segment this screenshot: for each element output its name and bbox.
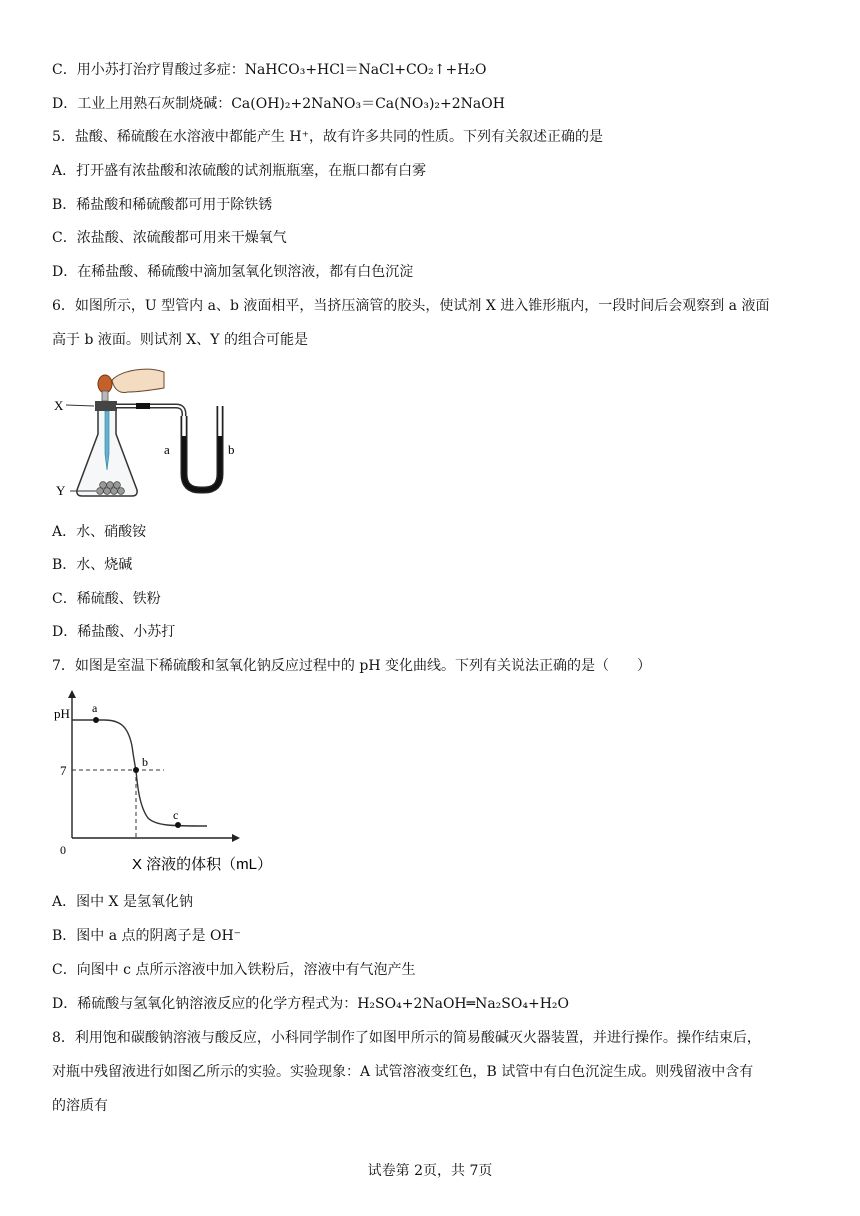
q7-stem: 7．如图是室温下稀硫酸和氢氧化钠反应过程中的 pH 变化曲线。下列有关说法正确的是（ ）: [52, 658, 651, 674]
q5-option-d: D．在稀盐酸、稀硫酸中滴加氢氧化钡溶液，都有白色沉淀: [52, 264, 414, 280]
tick-7: 7: [60, 763, 67, 778]
label-a: a: [92, 701, 98, 715]
q5-option-c: C．浓盐酸、浓硫酸都可用来干燥氧气: [52, 230, 287, 246]
q7-option-a: A．图中 X 是氢氧化钠: [52, 894, 193, 910]
q7-option-b: B．图中 a 点的阴离子是 OH⁻: [52, 928, 242, 944]
y-axis-label: pH: [54, 706, 70, 721]
point-b: [133, 767, 139, 773]
q5-option-b: B．稀盐酸和稀硫酸都可用于除铁锈: [52, 197, 273, 213]
label-c: c: [173, 808, 179, 822]
q6-apparatus-figure: [52, 362, 252, 510]
u-tube: [184, 406, 220, 490]
label-x: X: [54, 398, 64, 413]
q7-option-c: C．向图中 c 点所示溶液中加入铁粉后，溶液中有气泡产生: [52, 962, 416, 978]
q6-stem-line1: 6．如图所示，U 型管内 a、b 液面相平，当挤压滴管的胶头，使试剂 X 进入锥形瓶内，一段时间后会观察到 a 液面: [52, 298, 770, 314]
point-a: [93, 717, 99, 723]
dropper-bulb: [98, 375, 112, 393]
q4-option-c: C．用小苏打治疗胃酸过多症：NaHCO₃+HCl＝NaCl+CO₂↑+H₂O: [52, 62, 487, 78]
stopper: [95, 401, 117, 411]
page-footer: 试卷第 2页，共 7页: [367, 1163, 493, 1179]
q8-stem-line2: 对瓶中残留液进行如图乙所示的实验。实验现象：A 试管溶液变红色，B 试管中有白色沉淀生成。则残留液中含有: [52, 1064, 754, 1080]
point-c: [175, 822, 181, 828]
hand-icon: [112, 369, 164, 392]
q8-stem-line1: 8．利用饱和碳酸钠溶液与酸反应，小科同学制作了如图甲所示的简易酸碱灭火器装置，并进行操作。操作结束后，: [52, 1030, 761, 1046]
q8-stem-line3: 的溶质有: [52, 1098, 108, 1114]
label-a: a: [164, 442, 170, 457]
label-b: b: [228, 442, 235, 457]
q5-option-a: A．打开盛有浓盐酸和浓硫酸的试剂瓶瓶塞，在瓶口都有白雾: [52, 163, 427, 179]
q6-stem-line2: 高于 b 液面。则试剂 X、Y 的组合可能是: [52, 332, 308, 348]
q6-option-c: C．稀硫酸、铁粉: [52, 591, 161, 607]
q6-option-b: B．水、烧碱: [52, 557, 133, 573]
q7-ph-curve-figure: [52, 686, 302, 876]
label-b: b: [142, 755, 148, 769]
q4-option-d: D．工业上用熟石灰制烧碱：Ca(OH)₂+2NaNO₃＝Ca(NO₃)₂+2NaOH: [52, 96, 505, 112]
q6-option-d: D．稀盐酸、小苏打: [52, 624, 176, 640]
x-axis-label: X 溶液的体积（mL）: [132, 856, 273, 873]
q6-option-a: A．水、硝酸铵: [52, 524, 147, 540]
q5-stem: 5．盐酸、稀硫酸在水溶液中都能产生 H⁺，故有许多共同的性质。下列有关叙述正确的是: [52, 129, 603, 145]
label-y: Y: [56, 483, 66, 498]
origin-label: 0: [60, 843, 66, 857]
q7-option-d: D．稀硫酸与氢氧化钠溶液反应的化学方程式为：H₂SO₄+2NaOH═Na₂SO₄+H₂O: [52, 996, 569, 1012]
ph-curve: [72, 720, 207, 826]
